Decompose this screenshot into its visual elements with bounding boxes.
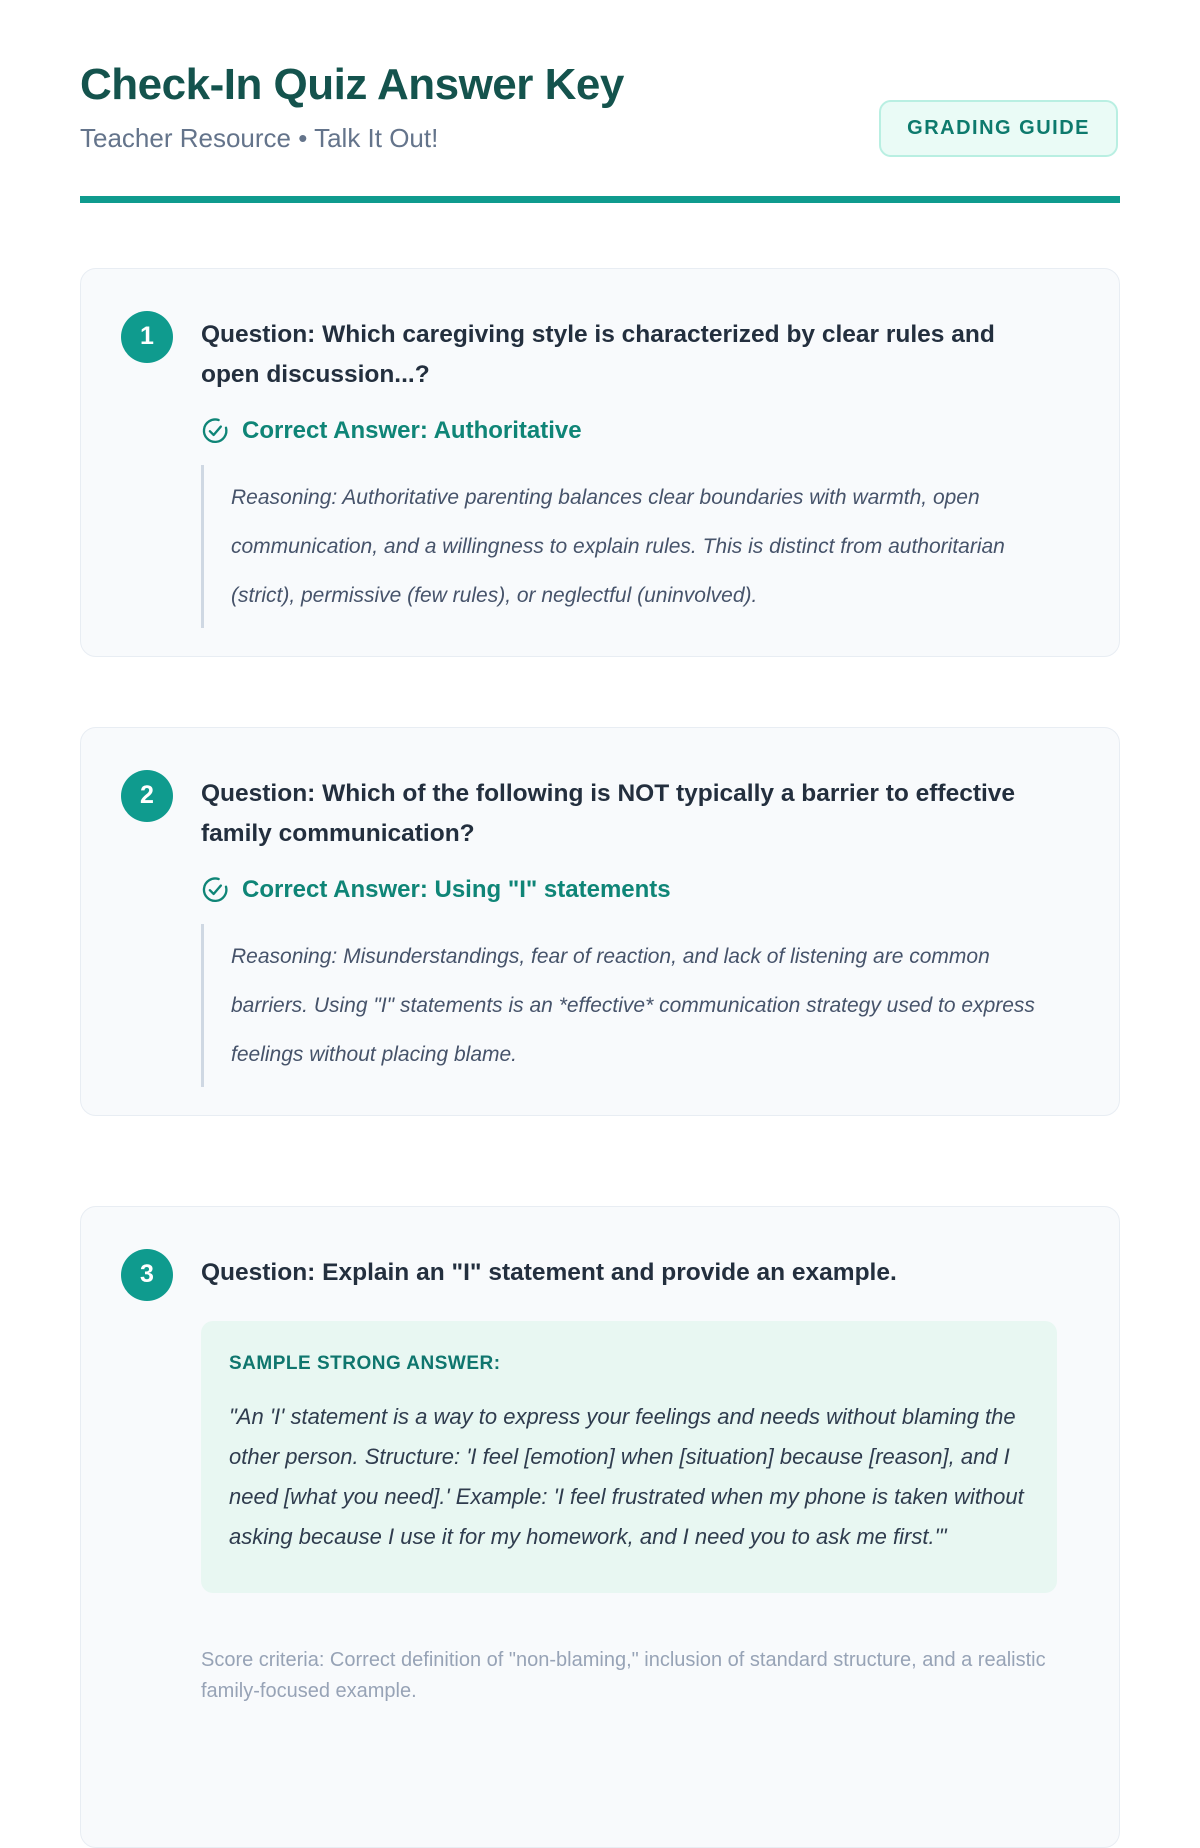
question-number-badge: 1 [121,311,173,363]
question-number-badge: 2 [121,770,173,822]
question-text: Question: Which of the following is NOT typically a barrier to effective family communication? [201,779,1016,847]
reasoning-text: Reasoning: Misunderstandings, fear of reaction, and lack of listening are common barriers. Using "I" statements is an *effective* communication strategy used to express feelings without placing blame. [201,924,1043,1087]
correct-answer-text: Correct Answer: Authoritative [242,416,582,444]
question-1-header [121,309,1071,395]
question-2-header [121,768,1071,854]
question-card-3 [80,1206,1120,1848]
check-circle-icon [201,417,229,445]
header-divider [80,196,1120,203]
question-3-header [121,1247,1071,1301]
page-subtitle: Teacher Resource • Talk It Out! [80,122,439,153]
header [80,60,1120,203]
grading-guide-badge: GRADING GUIDE [879,100,1118,157]
correct-answer-row [201,417,1071,445]
question-number-badge: 3 [121,1249,173,1301]
question-card-1 [80,268,1120,657]
score-criteria-text: Score criteria: Correct definition of "non-blaming," inclusion of standard structure, and a realistic family-focused example. [201,1648,1046,1702]
sample-answer-box [201,1321,1057,1593]
question-text: Question: Which caregiving style is characterized by clear rules and open discussion...? [201,320,995,388]
page [80,0,1120,1848]
check-circle-icon [201,876,229,904]
sample-answer-text: "An 'I' statement is a way to express your feelings and needs without blaming the other person. Structure: 'I feel [emotion] when [situation] because [reason], and I need [what you need].' Example: 'I feel frustrated when my phone is taken without asking because I use it for my homework, and I need you to ask me first.'" [229,1403,1024,1549]
correct-answer-row [201,876,1071,904]
page-title: Check-In Quiz Answer Key [80,60,624,109]
sample-answer-label: SAMPLE STRONG ANSWER: [229,1352,501,1374]
question-text: Question: Explain an "I" statement and provide an example. [201,1258,897,1286]
question-card-2 [80,727,1120,1116]
correct-answer-text: Correct Answer: Using "I" statements [242,875,671,903]
reasoning-text: Reasoning: Authoritative parenting balances clear boundaries with warmth, open communication, and a willingness to explain rules. This is distinct from authoritarian (strict), permissive (few rules), or neglectful (uninvolved). [201,465,1043,628]
